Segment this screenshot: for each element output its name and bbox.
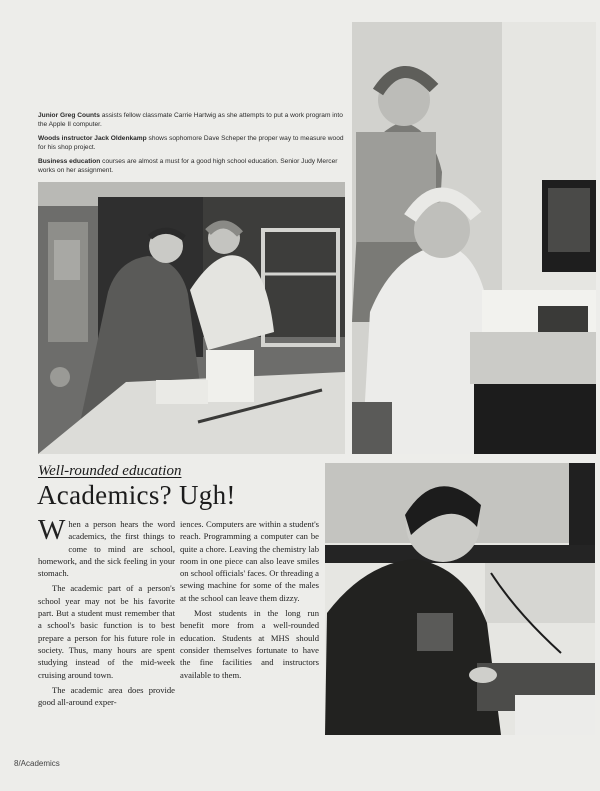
caption-3: Business education courses are almost a must for a good high school education. Senior Judy Mercer works on her assignment. bbox=[38, 158, 338, 174]
body-paragraph-1: When a person hears the word academics, the first things to come to mind are school, homework, and the sick feeling in your stomach. bbox=[38, 514, 175, 579]
caption-1: Junior Greg Counts assists fellow classmate Carrie Hartwig as she attempts to put a work program into the Apple II computer. bbox=[38, 112, 343, 128]
body-column-1 bbox=[38, 514, 175, 711]
page-folio: 8/Academics bbox=[14, 759, 60, 768]
body-paragraph-2: The academic part of a person's school year may not be his favorite part. But a student must remember that a school's basic function is to best prepare a person for his future role in society. Thus, many hours are spent studying instead of the mid-week cruising around town. bbox=[38, 583, 175, 680]
body-paragraph-3: The academic area does provide good all-around exper- bbox=[38, 684, 175, 708]
woodshop-photo bbox=[38, 182, 345, 454]
caption-2: Woods instructor Jack Oldenkamp shows sophomore Dave Scheper the proper way to measure wood for his shop project. bbox=[38, 135, 344, 151]
drop-cap: W bbox=[38, 514, 66, 546]
section-kicker: Well-rounded education bbox=[38, 463, 182, 479]
body-column-2 bbox=[180, 518, 319, 684]
article-headline: Academics? Ugh! bbox=[37, 480, 236, 510]
computer-lab-photo bbox=[352, 22, 596, 454]
typing-student-photo bbox=[325, 463, 595, 735]
body-paragraph-5: Most students in the long run benefit more from a well-rounded education. Students at MHS should consider themselves fortunate to have the fine facilities and instructors available to them. bbox=[180, 608, 319, 680]
photo-captions bbox=[38, 112, 348, 182]
body-paragraph-4: iences. Computers are within a student's reach. Programming a computer can be quite a chore. Leaving the chemistry lab room in one piece can also leave smiles on school officials' faces. Or threading a sewing machine for some of the males at the school can leave them dizzy. bbox=[180, 519, 319, 603]
